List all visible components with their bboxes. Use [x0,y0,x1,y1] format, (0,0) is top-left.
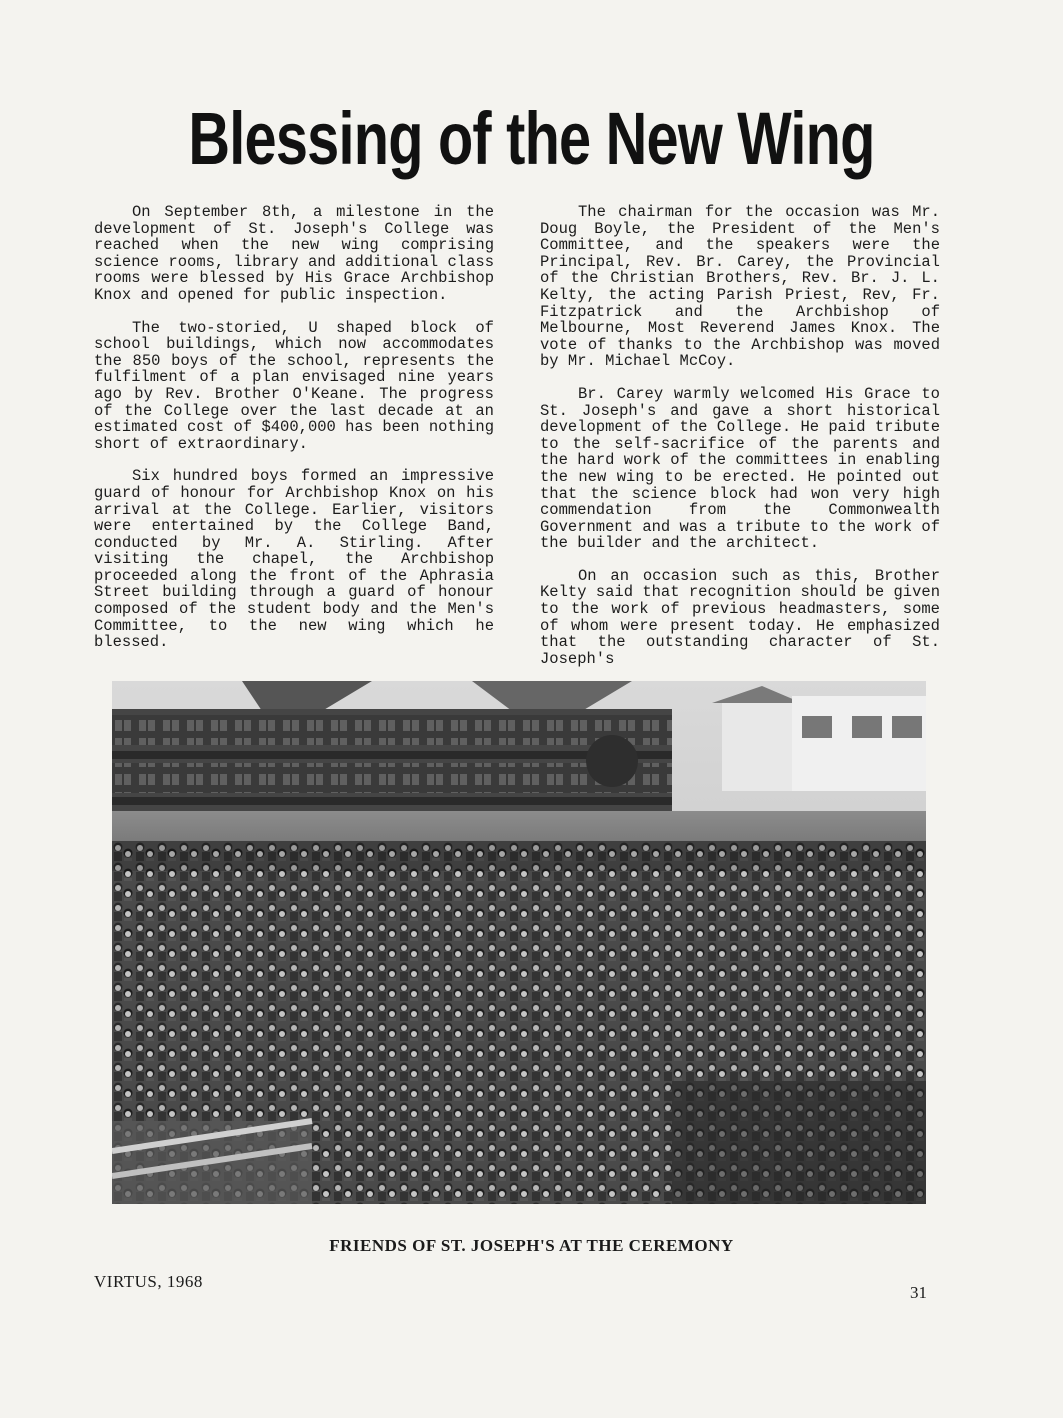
paragraph: The chairman for the occasion was Mr. Doug Boyle, the President of the Men's Committee, and the speakers were the Principal, Rev. Br. Carey, the Provincial of the Christian Brothers, Rev. Br. J. L. Kelty, the acting Parish Priest, Rev, Fr. Fitzpatrick and the Archbishop of Melbourne, Most Reverend James Knox. The vote of thanks to the Archbishop was moved by Mr. Michael McCoy. [540,203,940,371]
page-title: Blessing of the New Wing [188,97,875,180]
page-number: 31 [910,1283,927,1302]
crowd-photo-illustration [112,681,926,1204]
paragraph: Br. Carey warmly welcomed His Grace to St. Joseph's and gave a short historical development of the College. He paid tribute to the self-sacrifice of the parents and the hard work of the committees in enabling the new wing to be erected. He pointed out that the science block had won very high commendation from the Commonwealth Government and was a tribute to the work of the builder and the architect. [540,384,940,553]
photo-caption: FRIENDS OF ST. JOSEPH'S AT THE CEREMONY [329,1236,734,1255]
left-column [94,204,494,667]
ceremony-photo [112,681,926,1204]
right-column [540,204,940,683]
paragraph: The two-storied, U shaped block of school buildings, which now accommodates the 850 boys of the school, represents the fulfilment of a plan envisaged nine years ago by Rev. Brother O'Keane. The progress of the College over the last decade at an estimated cost of $400,000 has been nothing short of extraordinary. [94,318,494,453]
paragraph: On September 8th, a milestone in the development of St. Joseph's College was reached when the new wing comprising science rooms, library and additional class rooms were blessed by His Grace Archbishop Knox and opened for public inspection. [94,203,494,304]
publication-name: VIRTUS, 1968 [94,1272,203,1291]
paragraph: On an occasion such as this, Brother Kelty said that recognition should be given to the work of previous headmasters, some of whom were present today. He emphasized that the outstanding character of St. Joseph's [540,566,940,668]
paragraph: Six hundred boys formed an impressive guard of honour for Archbishop Knox on his arrival at the College. Earlier, visitors were entertained by the College Band, conducted by Mr. A. Stirling. After visiting the chapel, the Archbishop proceeded along the front of the Aphrasia Street building through a guard of honour composed of the student body and the Men's Committee, to the new wing which he blessed. [94,467,494,652]
